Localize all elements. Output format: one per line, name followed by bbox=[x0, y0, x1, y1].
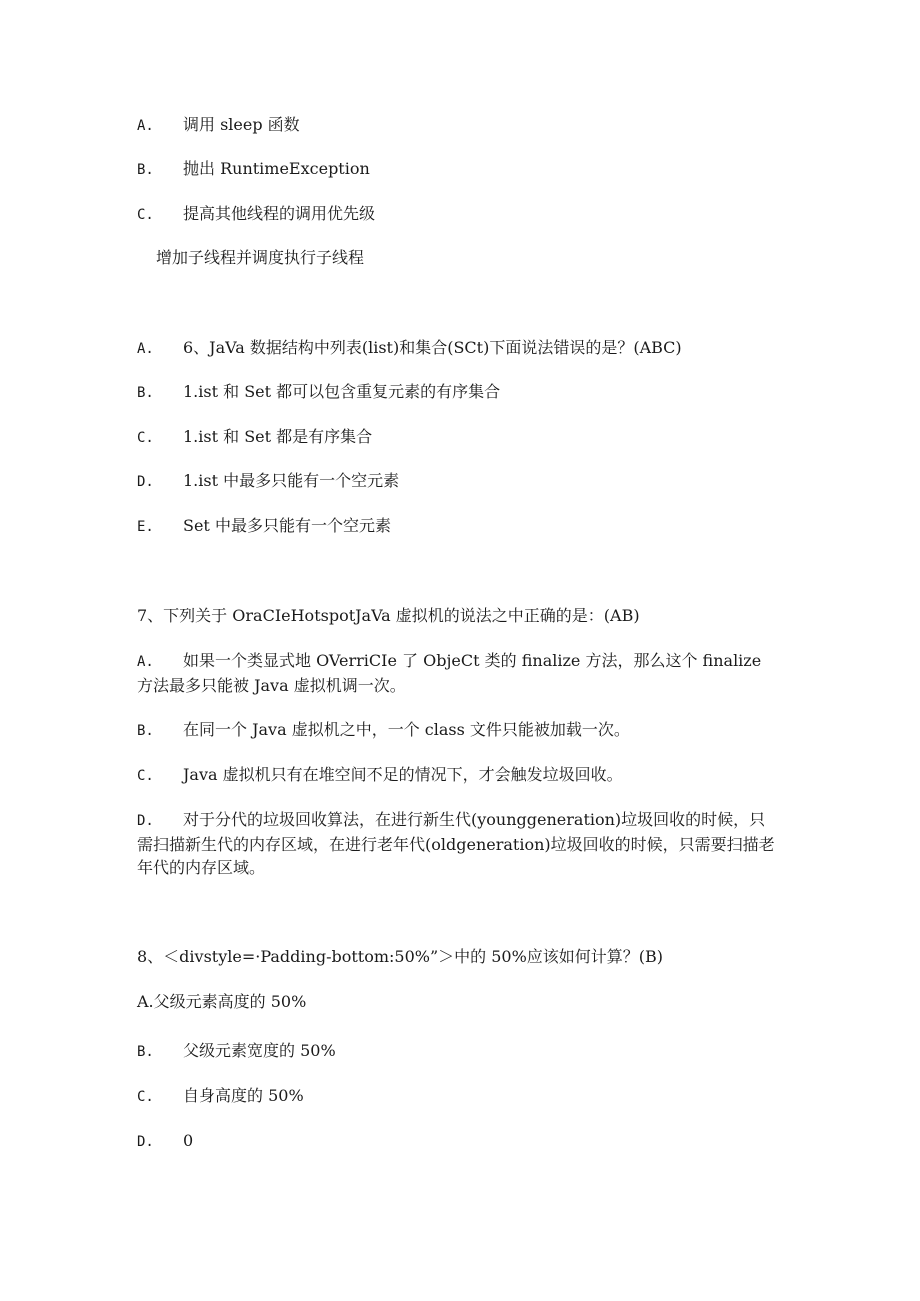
option-marker: B. bbox=[137, 385, 154, 401]
option-text: 对于分代的垃圾回收算法，在进行新生代(younggeneration)垃圾回收的时候，只需扫描新生代的内存区域，在进行老年代(oldgeneration)垃圾回收的时候，只需要扫描老年代的内存区域。 bbox=[137, 810, 775, 877]
q8-option-c bbox=[137, 1085, 304, 1108]
q6-option-b bbox=[137, 381, 500, 404]
option-marker: B. bbox=[137, 162, 154, 178]
q7-option-d bbox=[137, 808, 777, 879]
q7-option-a bbox=[137, 649, 777, 697]
option-text: 增加子线程并调度执行子线程 bbox=[156, 248, 365, 267]
option-text: 抛出 RuntimeException bbox=[183, 159, 370, 178]
q8-option-b bbox=[137, 1040, 336, 1063]
option-marker: C. bbox=[137, 768, 154, 784]
option-text: 调用 sleep 函数 bbox=[183, 115, 300, 134]
option-marker: C. bbox=[137, 207, 154, 223]
option-marker: E. bbox=[137, 519, 154, 535]
option-text: 父级元素宽度的 50% bbox=[183, 1041, 336, 1060]
option-text: 在同一个 Java 虚拟机之中，一个 class 文件只能被加载一次。 bbox=[183, 720, 630, 739]
option-text: 1.ist 和 Set 都可以包含重复元素的有序集合 bbox=[183, 382, 501, 401]
option-marker: D. bbox=[137, 474, 154, 490]
q8-option-d bbox=[137, 1130, 193, 1153]
option-marker: C. bbox=[137, 1089, 154, 1105]
question-text: 7、下列关于 OraCIeHotspotJaVa 虚拟机的说法之中正确的是：(AB) bbox=[137, 606, 640, 625]
q5-option-c bbox=[137, 203, 375, 226]
q8-question bbox=[137, 946, 663, 968]
option-marker: A. bbox=[137, 341, 154, 357]
q8-option-a bbox=[137, 991, 306, 1013]
q7-option-c bbox=[137, 764, 623, 787]
option-text: A.父级元素高度的 50% bbox=[137, 992, 307, 1011]
option-text: 0 bbox=[183, 1131, 194, 1150]
option-marker: A. bbox=[137, 118, 154, 134]
option-text: Set 中最多只能有一个空元素 bbox=[183, 516, 391, 535]
option-marker: A. bbox=[137, 654, 154, 670]
option-text: Java 虚拟机只有在堆空间不足的情况下，才会触发垃圾回收。 bbox=[183, 765, 623, 784]
q7-question bbox=[137, 605, 640, 627]
option-marker: B. bbox=[137, 1044, 154, 1060]
q6-option-c bbox=[137, 426, 372, 449]
option-text: 提高其他线程的调用优先级 bbox=[183, 204, 376, 223]
q6-option-d bbox=[137, 470, 399, 493]
question-text: 6、JaVa 数据结构中列表(list)和集合(SCt)下面说法错误的是？(ABC) bbox=[183, 338, 682, 357]
option-text: 1.ist 中最多只能有一个空元素 bbox=[183, 471, 400, 490]
option-marker: C. bbox=[137, 430, 154, 446]
q5-option-b bbox=[137, 158, 370, 181]
q6-question bbox=[137, 337, 682, 360]
q6-option-e bbox=[137, 515, 391, 538]
option-text: 1.ist 和 Set 都是有序集合 bbox=[183, 427, 373, 446]
q5-option-d bbox=[156, 247, 364, 269]
option-marker: D. bbox=[137, 813, 154, 829]
option-text: 如果一个类显式地 OVerriCIe 了 ObjeCt 类的 finalize 方法，那么这个 finalize 方法最多只能被 Java 虚拟机调一次。 bbox=[137, 651, 762, 695]
q5-option-a bbox=[137, 114, 300, 137]
option-text: 自身高度的 50% bbox=[183, 1086, 304, 1105]
q7-option-b bbox=[137, 719, 630, 742]
option-marker: B. bbox=[137, 723, 154, 739]
question-text: 8、＜divstyle=·Padding-bottom:50%”＞中的 50%应该如何计算？(B) bbox=[137, 947, 664, 966]
option-marker: D. bbox=[137, 1134, 154, 1150]
